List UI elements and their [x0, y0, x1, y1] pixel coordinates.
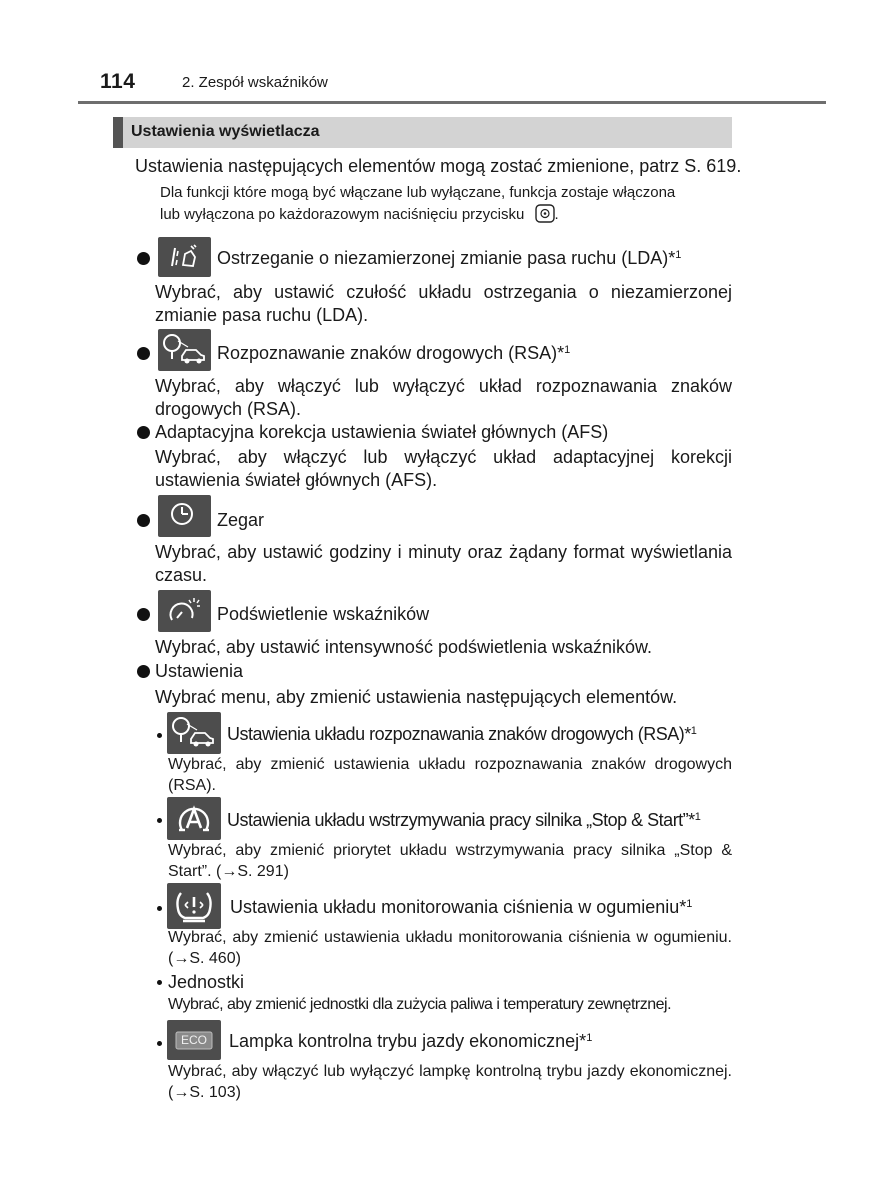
switch-button-icon — [535, 204, 555, 230]
sub-bullet — [157, 906, 162, 911]
subitem-description: Wybrać, aby włączyć lub wyłączyć lampkę kontrolną trybu jazdy ekonomicznej. (→S. 103) — [168, 1063, 732, 1101]
eco-indicator-icon — [167, 1020, 221, 1060]
bullet — [137, 252, 150, 265]
item-description: Wybrać, aby włączyć lub wyłączyć układ rozpoznawania znaków drogowych (RSA). — [155, 376, 732, 419]
sub-bullet — [157, 980, 162, 985]
item-title: Adaptacyjna korekcja ustawienia świateł głównych (AFS) — [155, 422, 609, 442]
tire-pressure-icon — [167, 883, 221, 929]
bullet — [137, 426, 150, 439]
section-heading — [113, 117, 732, 148]
bullet — [137, 665, 150, 678]
subitem-description: Wybrać, aby zmienić priorytet układu wstrzymywania pracy silnika „Stop & Start”. (→S. 291) — [168, 842, 732, 880]
sub-bullet — [157, 1041, 162, 1046]
subitem-title: Jednostki — [168, 972, 245, 992]
item-description: Wybrać, aby włączyć lub wyłączyć układ adaptacyjnej korekcji ustawienia świateł głównych (AFS). — [155, 447, 732, 490]
clock-icon — [158, 495, 211, 537]
bullet — [137, 347, 150, 360]
item-description: Wybrać, aby ustawić godziny i minuty oraz żądany format wyświetlania czasu. — [155, 542, 732, 585]
stop-start-icon — [167, 797, 221, 840]
intro-note-end: . — [554, 206, 559, 223]
subitem-title: Lampka kontrolna trybu jazdy ekonomicznej*$^1$ — [229, 1031, 593, 1051]
item-description: Wybrać, aby ustawić intensywność podświetlenia wskaźników. — [155, 637, 653, 657]
subitem-title: Ustawienia układu rozpoznawania znaków drogowych (RSA)*$^1$ — [227, 724, 697, 744]
item-title: Ostrzeganie o niezamierzonej zmianie pasa ruchu (LDA)*$^1$ — [217, 248, 682, 268]
intro-text: Ustawienia następujących elementów mogą zostać zmienione, patrz S. 619. — [135, 156, 742, 176]
intro-note-text: lub wyłączona po każdorazowym naciśnięciu przycisku — [160, 206, 525, 223]
item-title: Ustawienia — [155, 661, 244, 681]
page-header — [78, 70, 826, 104]
bullet — [137, 608, 150, 621]
section-title: Ustawienia wyświetlacza — [131, 123, 320, 140]
bullet — [137, 514, 150, 527]
road-sign-recognition-icon — [167, 712, 221, 754]
subitem-description: Wybrać, aby zmienić jednostki dla zużycia paliwa i temperatury zewnętrznej. — [168, 996, 672, 1013]
item-title: Podświetlenie wskaźników — [217, 604, 430, 624]
sub-bullet — [157, 818, 162, 823]
subitem-title: Ustawienia układu wstrzymywania pracy silnika „Stop & Start”*$^1$ — [227, 810, 701, 830]
lane-departure-icon — [158, 237, 211, 277]
subitem-description: Wybrać, aby zmienić ustawienia układu monitorowania ciśnienia w ogumieniu. (→S. 460) — [168, 929, 732, 967]
page-number: 114 — [100, 70, 136, 93]
intro-note-line1: Dla funkcji które mogą być włączane lub wyłączane, funkcja zostaje włączona — [160, 184, 676, 201]
meter-illumination-icon — [158, 590, 211, 632]
item-description: Wybrać menu, aby zmienić ustawienia następujących elementów. — [155, 687, 678, 707]
chapter-title: 2. Zespół wskaźników — [182, 74, 328, 91]
subitem-title: Ustawienia układu monitorowania ciśnienia w ogumieniu*$^1$ — [230, 897, 693, 917]
subitem-description: Wybrać, aby zmienić ustawienia układu rozpoznawania znaków drogowych (RSA). — [168, 756, 732, 794]
intro-note-line2 — [160, 204, 559, 230]
road-sign-recognition-icon — [158, 329, 211, 371]
item-title: Rozpoznawanie znaków drogowych (RSA)*$^1$ — [217, 343, 571, 363]
sub-bullet — [157, 733, 162, 738]
item-title: Zegar — [217, 510, 265, 530]
eco-label: ECO — [180, 1033, 207, 1047]
item-description: Wybrać, aby ustawić czułość układu ostrzegania o niezamierzonej zmianie pasa ruchu (LDA). — [155, 282, 732, 325]
